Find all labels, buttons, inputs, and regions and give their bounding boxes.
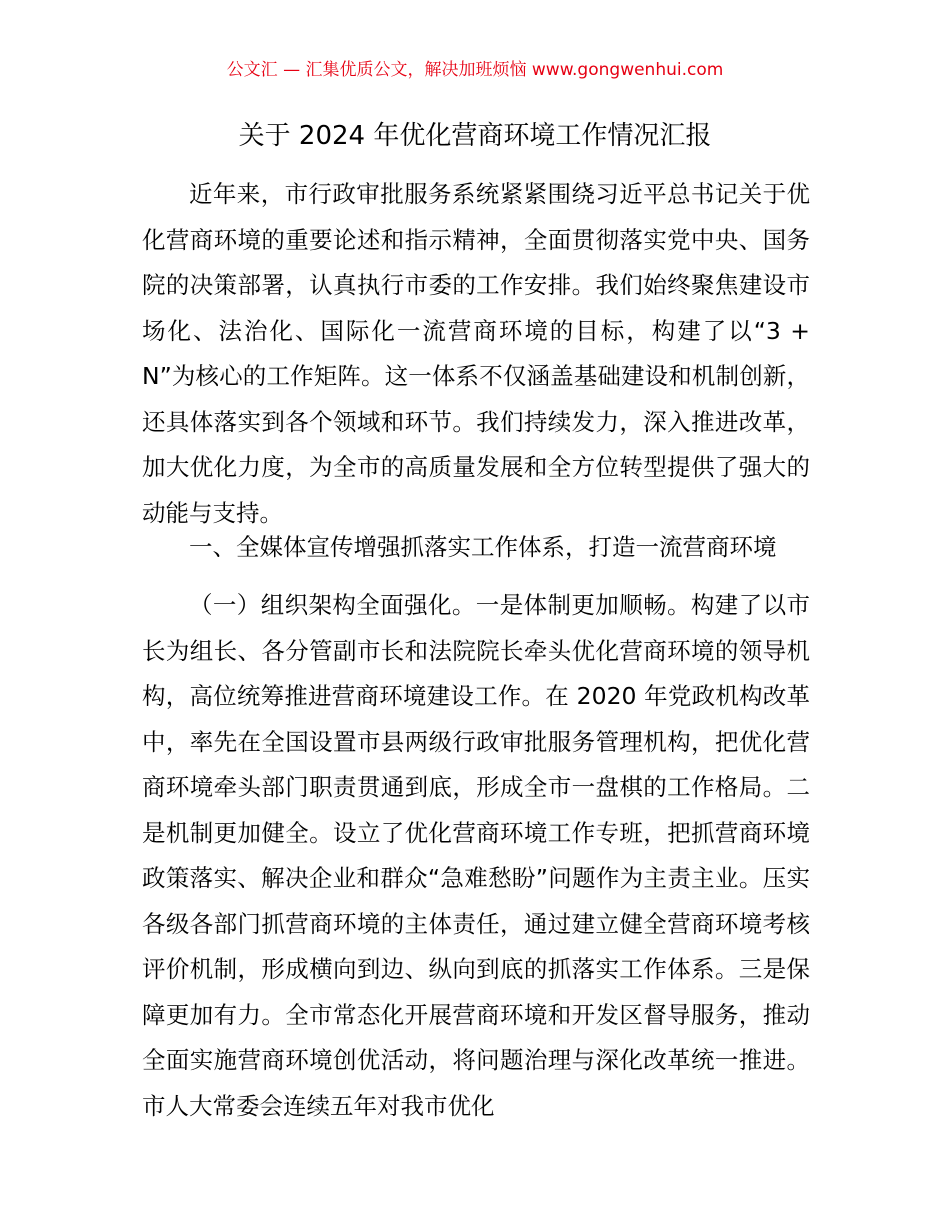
paragraph-intro: 近年来，市行政审批服务系统紧紧围绕习近平总书记关于优化营商环境的重要论述和指示精神，全面贯彻落实党中央、国务院的决策部署，认真执行市委的工作安排。我们始终聚焦建设市场化、法治化、国际化一流营商环境的目标，构建了以“3 + N”为核心的工作矩阵。这一体系不仅涵盖基础建设和机制创新，还具体落实到各个领域和环节。我们持续发力，深入推进改革，加大优化力度，为全市的高质量发展和全方位转型提供了强大的动能与支持。 xyxy=(142,180,810,527)
document-title: 关于 2024 年优化营商环境工作情况汇报 xyxy=(238,121,712,151)
section-heading: 一、全媒体宣传增强抓落实工作体系，打造一流营商环境 xyxy=(189,533,777,561)
paragraph-organization: （一）组织架构全面强化。一是体制更加顺畅。构建了以市长为组长、各分管副市长和法院院长牵头优化营商环境的领导机构，高位统筹推进营商环境建设工作。在 2020 年党政机构改革中，率先在全国设置市县两级行政审批服务管理机构，把优化营商环境牵头部门职责贯通到底，形成全市一盘棋的工作格局。二是机制更加健全。设立了优化营商环境工作专班，把抓营商环境政策落实、解决企业和群众“急难愁盼”问题作为主责主业。压实各级各部门抓营商环境的主体责任，通过建立健全营商环境考核评价机制，形成横向到边、纵向到底的抓落实工作体系。三是保障更加有力。全市常态化开展营商环境和开发区督导服务，推动全面实施营商环境创优活动，将问题治理与深化改革统一推进。市人大常委会连续五年对我市优化 xyxy=(142,591,810,1120)
site-banner: 公文汇 — 汇集优质公文，解决加班烦恼 www.gongwenhui.com xyxy=(226,60,724,80)
